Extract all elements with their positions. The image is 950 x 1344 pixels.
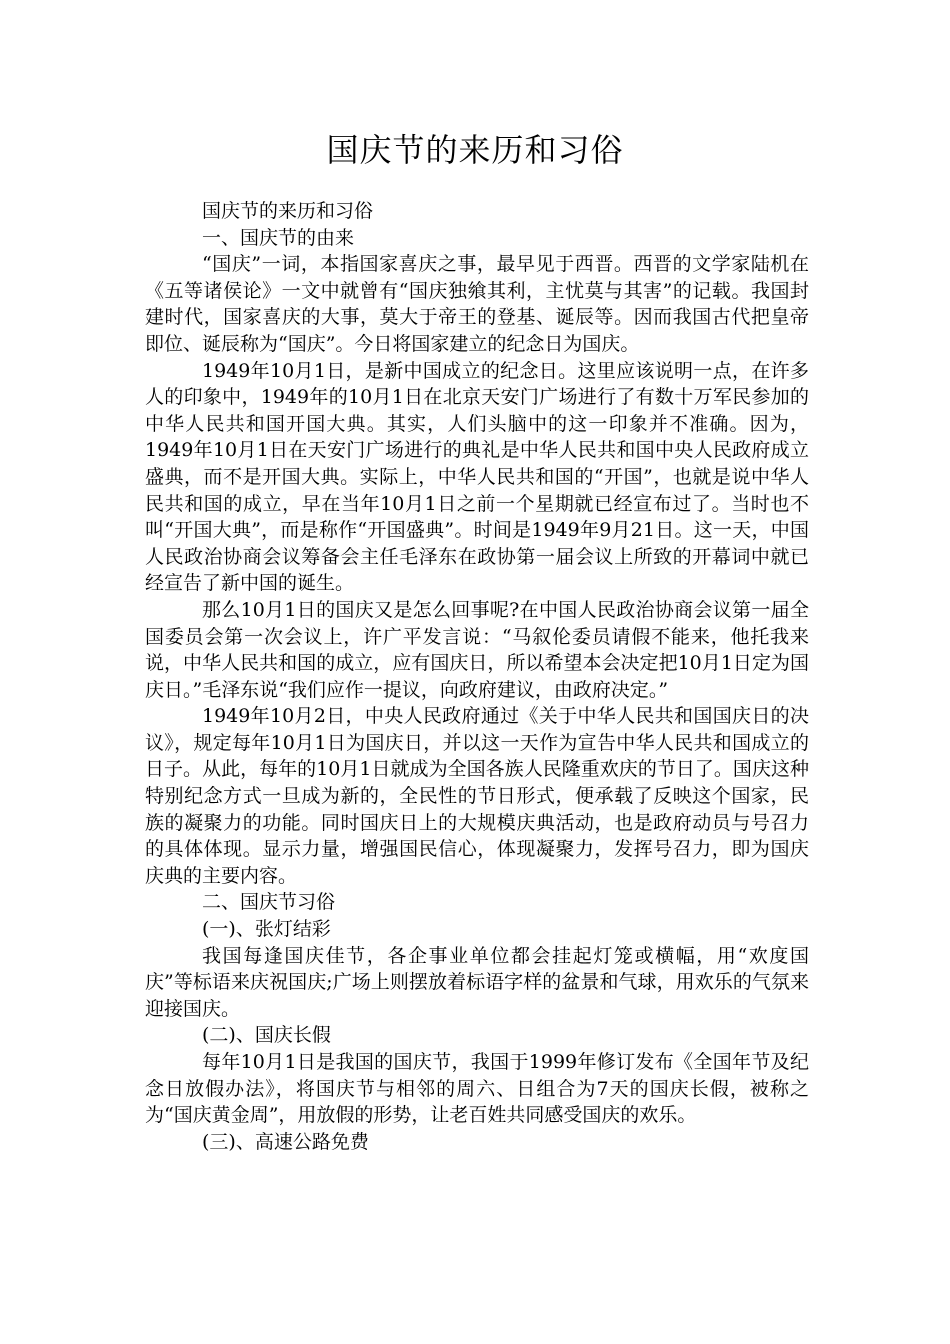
section-heading-origin: 一、国庆节的由来 [202, 226, 355, 249]
paragraph: 那么10月1日的国庆又是怎么回事呢?在中国人民政治协商会议第一届全国委员会第一次会议上，许广平发言说：“马叙伦委员请假不能来，他托我来说，中华人民共和国的成立，应有国庆日，所以希望本会决定把10月1日定为国庆日。”毛泽东说“我们应作一提议，向政府建议，由政府决定。” [145, 598, 809, 701]
paragraph: “国庆”一词，本指国家喜庆之事，最早见于西晋。西晋的文学家陆机在《五等诸侯论》一文中就曾有“国庆独飨其利，主忧莫与其害”的记载。我国封建时代，国家喜庆的大事，莫大于帝王的登基、诞辰等。因而我国古代把皇帝即位、诞辰称为“国庆”。今日将国家建立的纪念日为国庆。 [145, 253, 809, 355]
paragraph: 1949年10月1日，是新中国成立的纪念日。这里应该说明一点，在许多人的印象中，1949年的10月1日在北京天安门广场进行了有数十万军民参加的中华人民共和国开国大典。其实，人们头脑中的这一印象并不准确。因为，1949年10月1日在天安门广场进行的典礼是中华人民共和国中央人民政府成立盛典，而不是开国大典。实际上，中华人民共和国的“开国”，也就是说中华人民共和国的成立，早在当年10月1日之前一个星期就已经宣布过了。当时也不叫“开国大典”，而是称作“开国盛典”。时间是1949年9月21日。这一天，中国人民政治协商会议筹备会主任毛泽东在政协第一届会议上所致的开幕词中就已经宣告了新中国的诞生。 [145, 359, 809, 595]
document-body [145, 198, 809, 1155]
document-title: 国庆节的来历和习俗 [326, 131, 624, 169]
paragraph: 1949年10月2日，中央人民政府通过《关于中华人民共和国国庆日的决议》，规定每年10月1日为国庆日，并以这一天作为宣告中华人民共和国成立的日子。从此，每年的10月1日就成为全国各族人民隆重欢庆的节日了。国庆这种特别纪念方式一旦成为新的，全民性的节日形式，便承载了反映这个国家，民族的凝聚力的功能。同时国庆日上的大规模庆典活动，也是政府动员与号召力的具体体现。显示力量，增强国民信心，体现凝聚力，发挥号召力，即为国庆庆典的主要内容。 [145, 705, 809, 887]
body-heading: 国庆节的来历和习俗 [202, 200, 374, 222]
subsection-heading: (三)、高速公路免费 [202, 1130, 369, 1153]
paragraph: 每年10月1日是我国的国庆节，我国于1999年修订发布《全国年节及纪念日放假办法》，将国庆节与相邻的周六、日组合为7天的国庆长假，被称之为“国庆黄金周”，用放假的形势，让老百姓共同感受国庆的欢乐。 [145, 1051, 809, 1127]
paragraph: 我国每逢国庆佳节，各企事业单位都会挂起灯笼或横幅，用“欢度国庆”等标语来庆祝国庆;广场上则摆放着标语字样的盆景和气球，用欢乐的气氛来迎接国庆。 [145, 944, 809, 1020]
section-heading-customs: 二、国庆节习俗 [202, 891, 336, 914]
subsection-heading: (二)、国庆长假 [202, 1024, 331, 1047]
subsection-heading: (一)、张灯结彩 [202, 918, 331, 941]
